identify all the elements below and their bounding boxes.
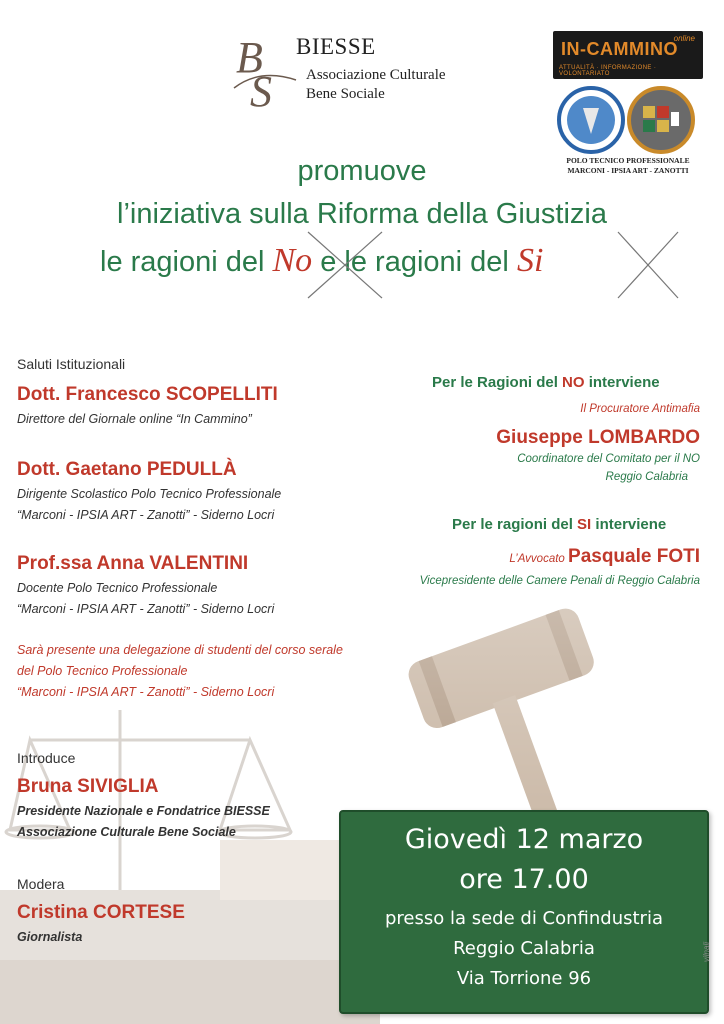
svg-text:B: B [236, 33, 263, 82]
speaker-role: Associazione Culturale Bene Sociale [17, 825, 236, 839]
speaker-role: Giornalista [17, 930, 83, 944]
no-speaker-role: Il Procuratore Antimafia [580, 403, 700, 415]
headline-text: le ragioni del [100, 246, 273, 278]
si-speaker-subtitle: Vicepresidente delle Camere Penali di Reggio Calabria [419, 575, 700, 587]
event-address: Via Torrione 96 [456, 968, 592, 989]
logo-subtitle: Associazione Culturale [306, 67, 446, 83]
event-time: ore 17.00 [459, 864, 589, 895]
delegation-note: del Polo Tecnico Professionale [17, 664, 188, 678]
event-date: Giovedì 12 marzo [404, 824, 644, 855]
event-details-box [339, 810, 709, 1014]
speaker-role: Docente Polo Tecnico Professionale [17, 581, 218, 595]
no-section-heading [432, 374, 660, 391]
speaker-name: Dott. Gaetano PEDULLÀ [17, 459, 237, 480]
speaker-role: “Marconi - IPSIA ART - Zanotti” - Siderno Locri [17, 602, 275, 616]
cross-mark-icon [612, 226, 684, 304]
heading-text: interviene [591, 516, 667, 533]
speaker-name: Bruna SIVIGLIA [17, 776, 159, 797]
school-emblems-icon [553, 86, 703, 156]
logo-subtitle: Bene Sociale [306, 86, 385, 102]
in-cammino-logo [553, 31, 703, 79]
headline-promuove: promuove [297, 155, 427, 187]
no-speaker-name: Giuseppe LOMBARDO [496, 427, 700, 448]
speaker-name: Prof.ssa Anna VALENTINI [17, 553, 249, 574]
cammino-tagline: ATTUALITÀ · INFORMAZIONE · VOLONTARIATO [559, 65, 657, 77]
school-name: MARCONI - IPSIA ART - ZANOTTI [567, 166, 689, 175]
speaker-role: “Marconi - IPSIA ART - Zanotti” - Siderno Locri [17, 508, 275, 522]
cammino-title: IN-CAMMINO [561, 39, 678, 59]
cammino-online: online [673, 34, 695, 43]
speaker-role: Direttore del Giornale online “In Cammino” [17, 412, 252, 426]
headline-iniziativa: l’iniziativa sulla Riforma della Giustizia [117, 198, 607, 230]
school-name: POLO TECNICO PROFESSIONALE [566, 156, 690, 165]
speaker-name: Dott. Francesco SCOPELLITI [17, 384, 278, 405]
event-venue: presso la sede di Confindustria [384, 908, 663, 929]
si-word: Si [516, 242, 544, 279]
heading-text: interviene [584, 374, 660, 391]
saluti-label: Saluti Istituzionali [17, 356, 126, 372]
speaker-role: Dirigente Scolastico Polo Tecnico Professionale [17, 487, 282, 501]
speaker-name: Cristina CORTESE [17, 902, 185, 923]
delegation-note: “Marconi - IPSIA ART - Zanotti” - Siderno Locri [17, 685, 275, 699]
event-city: Reggio Calabria [453, 938, 595, 959]
modera-label: Modera [17, 876, 65, 892]
no-speaker-subtitle: Reggio Calabria [605, 471, 688, 483]
logo-name: BIESSE [296, 34, 376, 59]
si-section-heading [452, 516, 666, 533]
no-word: No [272, 242, 313, 279]
svg-text:S: S [250, 67, 272, 108]
heading-si: SI [577, 516, 592, 533]
introduce-label: Introduce [17, 750, 76, 766]
heading-text: Per le ragioni del [452, 516, 578, 533]
no-speaker-subtitle: Coordinatore del Comitato per il NO [517, 453, 700, 465]
heading-no: NO [562, 374, 585, 391]
designer-signature: vilnali [702, 941, 711, 962]
speaker-role: Presidente Nazionale e Fondatrice BIESSE [17, 804, 270, 818]
biesse-monogram-logo [230, 28, 300, 108]
si-speaker-name: Pasquale FOTI [568, 546, 700, 567]
si-speaker-role: L’Avvocato [509, 553, 569, 565]
heading-text: Per le Ragioni del [432, 374, 563, 391]
si-speaker-line [509, 546, 700, 568]
headline-text: e le ragioni del [312, 246, 517, 278]
delegation-note: Sarà presente una delegazione di studenti del corso serale [17, 643, 343, 657]
cross-mark-icon [300, 226, 390, 304]
